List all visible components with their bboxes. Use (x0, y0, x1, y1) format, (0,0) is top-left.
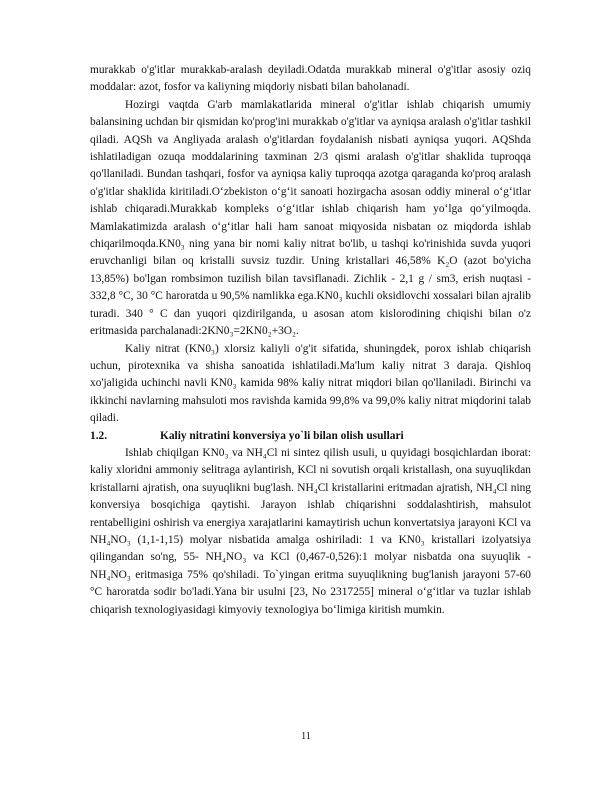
paragraph-intro: murakkab o'g'itlar murakkab-aralash deyiladi.Odatda murakkab mineral o'g'itlar asosiy oziq moddalar: azot, fosfor va kaliyning miqdoriy nisbati bilan baholanadi. (90, 64, 531, 94)
document-page (90, 62, 531, 619)
section-number: 1.2. (90, 429, 108, 442)
page-number: 11 (301, 731, 311, 742)
paragraph-western-countries: Hozirgi vaqtda G'arb mamlakatlarida mineral o'g'itlar ishlab chiqarish umumiy balansining uchdan bir qismidan ko'prog'ini murakkab o'g'itlar va ayniqsa aralash o'g'itlar tashkil qiladi. AQSh va Angliyada aralash o'g'itlardan foydalanish nisbati ayniqsa yuqori. AQShda ishlatiladigan ozuqa moddalarining taxminan 2/3 qismi aralash o'g'itlar shaklida tuproqqa qo'llaniladi. Bundan tashqari, fosfor va ayniqsa kaliy tuproqqa azotga qaraganda ko'proq aralash o'g'itlar shaklida kiritiladi.O‘zbekiston o‘g‘it sanoati hozirgacha asosan oddiy mineral o‘g‘itlar ishlab chiqaradi.Murakkab kompleks o‘g‘itlar ishlab chiqarish ham yo‘lga qo‘yilmoqda. Mamlakatimizda aralash o‘g‘itlar hali ham sanoat miqyosida nisbatan oz miqdorda ishlab chiqarilmoqda.KN0₃ ning yana bir nomi kaliy nitrat bo'lib, u tashqi ko'rinishida suvda yuqori eruvchanligi bilan oq kristalli suvsiz tuzdir. Uning kristallari 46,58% K₂O (azot bo'yicha 13,85%) bo'lgan rombsimon tuzilish bilan tavsiflanadi. Zichlik - 2,1 g / sm3, erish nuqtasi - 332,8 °C, 30 °C haroratda u 90,5% namlikka ega.KN0₃ kuchli oksidlovchi xossalari bilan ajralib turadi. 340 ° C dan yuqori qizdirilganda, u asosan atom kislorodining chiqishi bilan o'z eritmasida parchalanadi:2KN0₃=2KN0₂+3O₂. (90, 98, 531, 338)
section-heading (90, 428, 531, 445)
paragraph-potassium-nitrate-uses: Kaliy nitrat (KN0₃) xlorsiz kaliyli o'g'it sifatida, shuningdek, porox ishlab chiqarish uchun, pirotexnika va shisha sanoatida ishlatiladi.Ma'lum kaliy nitrat 3 daraja. Qishloq xo'jaligida uchinchi navli KN0₃ kamida 98% kaliy nitrat miqdori bilan qo'llaniladi. Birinchi va ikkinchi navlarning mahsuloti mos ravishda kamida 99,8% va 99,0% kaliy nitrat miqdorini talab qiladi. (90, 342, 531, 425)
paragraph-synthesis-method: Ishlab chiqilgan KN0₃ va NH₄Cl ni sintez qilish usuli, u quyidagi bosqichlardan iborat: kaliy xloridni ammoniy selitraga aylantirish, KCl ni sovutish orqali kristallash, ona suyuqlikdan kristallarni ajratish, ona suyuqlikni bug'lash. NH₄Cl kristallarini eritmadan ajratish, NH₄Cl ning konversiya bosqichiga qaytishi. Jarayon ishlab chiqarishni soddalashtirish, mahsulot rentabelligini oshirish va energiya xarajatlarini kamaytirish uchun konvertatsiya jarayoni KCl va NH₄NO₃ (1,1-1,15) molyar nisbatida amalga oshiriladi: 1 va KN0₃ kristallari izolyatsiya qilingandan so'ng, 55- NH₄NO₃ va KCl (0,467-0,526):1 molyar nisbatda ona suyuqlik - NH₄NO₃ eritmasiga 75% qo'shiladi. To`yingan eritma suyuqlikning bug'lanish jarayoni 57-60 °C haroratda sodir bo'ladi.Yana bir usulni [23, No 2317255] mineral o‘g‘itlar va tuzlar ishlab chiqarish texnologiyasidagi kimyoviy texnologiya bo‘limiga kiritish mumkin. (90, 446, 531, 616)
section-title: Kaliy nitratini konversiya yo`li bilan olish usullari (160, 429, 404, 442)
